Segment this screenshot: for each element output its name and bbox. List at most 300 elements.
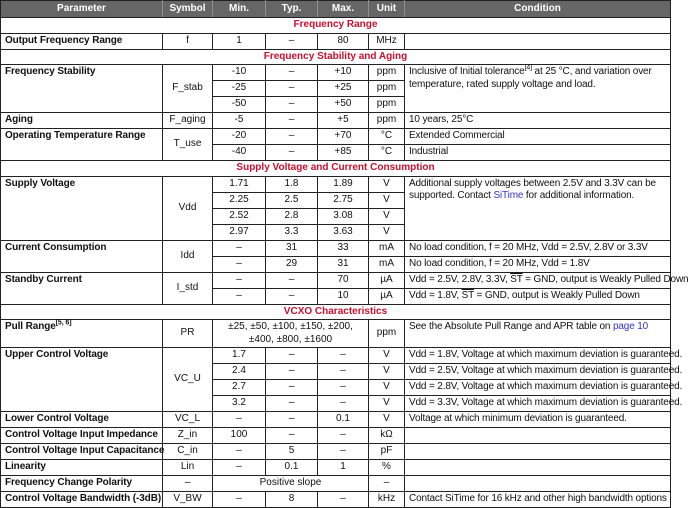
spec-table-body (1, 18, 688, 508)
param-cell (1, 129, 163, 161)
value-cell (213, 444, 266, 460)
table-row (1, 348, 671, 364)
cell-text: MHz (376, 34, 397, 46)
value-cell (163, 444, 213, 460)
value-cell (163, 348, 213, 412)
cell-text: Current Consumption (5, 241, 107, 253)
cell-text: – (288, 34, 295, 46)
value-cell (266, 396, 318, 412)
cell-text: 8 (288, 493, 295, 505)
value-cell (369, 192, 405, 208)
value-cell (266, 65, 318, 81)
cell-text: Control Voltage Bandwidth (-3dB) (5, 493, 162, 504)
cell-text: – (340, 365, 346, 377)
value-cell (163, 476, 213, 492)
value-cell (213, 460, 266, 476)
value-cell (369, 176, 405, 192)
cell-text: – (288, 114, 295, 126)
cell-text: Lin (180, 461, 195, 473)
cell-text: – (236, 493, 242, 505)
value-cell (318, 256, 369, 272)
table-row (1, 476, 671, 492)
cell-text: – (236, 461, 242, 473)
cell-text: Vdd = 3.3V, Voltage at which maximum deviation is guaranteed. (409, 397, 683, 408)
table-row (1, 428, 671, 444)
cell-text: = GND, output is Weakly Pulled Down (522, 273, 688, 285)
cell-text: – (340, 445, 346, 457)
cell-text: – (288, 146, 295, 158)
value-cell (318, 444, 369, 460)
cell-text: Frequency Change Polarity (5, 477, 132, 488)
value-cell (163, 129, 213, 161)
value-cell (369, 460, 405, 476)
value-cell (213, 412, 266, 428)
value-cell (318, 380, 369, 396)
cell-text: Pull Range (5, 321, 56, 332)
cell-text: Frequency Stability (5, 66, 96, 77)
cell-text: VC_U (174, 373, 201, 385)
value-cell (213, 476, 369, 492)
value-cell (318, 364, 369, 380)
column-header-symbol: Symbol (163, 1, 213, 18)
value-cell (266, 492, 318, 508)
cell-text: 1.89 (333, 177, 353, 189)
value-cell (369, 444, 405, 460)
value-cell (369, 240, 405, 256)
value-cell (266, 113, 318, 129)
page10-link[interactable]: page 10 (612, 321, 649, 332)
value-cell (369, 224, 405, 240)
section-header: VCXO Characteristics (1, 304, 671, 320)
column-header-max: Max. (318, 1, 369, 18)
cell-text: 29 (285, 257, 298, 269)
value-cell (369, 33, 405, 49)
cell-text: Lower Control Voltage (5, 413, 109, 424)
condition-cell (405, 256, 671, 272)
table-row (1, 113, 671, 129)
value-cell (318, 129, 369, 145)
value-cell (213, 129, 266, 145)
condition-cell (405, 364, 683, 380)
cell-text: – (340, 429, 346, 441)
condition-cell (405, 288, 671, 304)
value-cell (163, 113, 213, 129)
value-cell (213, 176, 266, 192)
cell-text: 31 (285, 241, 298, 253)
condition-cell (405, 412, 671, 428)
cell-text: Supply Voltage (5, 177, 76, 189)
value-cell (266, 192, 318, 208)
cell-text: 3.2 (232, 397, 246, 409)
value-cell (369, 288, 405, 304)
cell-text: V (383, 413, 390, 425)
cell-text: 80 (337, 34, 349, 46)
cell-text: – (236, 273, 242, 285)
cell-text: kΩ (380, 429, 393, 441)
cell-text: Inclusive of Initial tolerance (409, 66, 525, 77)
param-cell (1, 428, 163, 444)
value-cell (213, 288, 266, 304)
value-cell (266, 272, 318, 288)
cell-text: +85 (334, 146, 352, 158)
cell-text: – (288, 381, 295, 393)
cell-text: 10 years, 25°C (409, 114, 474, 125)
spec-table-header (1, 1, 671, 18)
value-cell (213, 428, 266, 444)
cell-text: -50 (231, 98, 247, 110)
cell-text: – (288, 429, 295, 441)
value-cell (318, 65, 369, 81)
cell-text: 1.8 (284, 177, 299, 189)
value-cell (213, 97, 266, 113)
cell-text: -20 (231, 130, 247, 142)
value-cell (369, 492, 405, 508)
value-cell (369, 256, 405, 272)
cell-text: 2.52 (229, 209, 249, 221)
cell-text: V (383, 225, 390, 237)
cell-text: – (340, 397, 346, 409)
value-cell (213, 81, 266, 97)
table-row (1, 33, 671, 49)
value-cell (163, 240, 213, 272)
value-cell (213, 320, 369, 348)
value-cell (318, 492, 369, 508)
cell-text: – (288, 82, 295, 94)
value-cell (318, 428, 369, 444)
cell-text: V (383, 349, 390, 361)
section-row (1, 304, 671, 320)
value-cell (369, 65, 405, 81)
condition-cell (405, 428, 671, 444)
cell-text: mA (379, 241, 394, 253)
value-cell (163, 272, 213, 304)
cell-text: – (288, 98, 295, 110)
value-cell (369, 476, 405, 492)
param-cell (1, 476, 163, 492)
cell-text: – (236, 257, 242, 269)
param-cell (1, 492, 163, 508)
condition-cell (405, 240, 671, 256)
cell-text: °C (380, 146, 393, 158)
value-cell (213, 224, 266, 240)
condition-cell (405, 380, 683, 396)
cell-text: 2.7 (232, 381, 246, 393)
value-cell (213, 145, 266, 161)
column-header-unit: Unit (369, 1, 405, 18)
table-row (1, 412, 671, 428)
value-cell (318, 208, 369, 224)
value-cell (213, 256, 266, 272)
table-row (1, 460, 671, 476)
condition-cell (405, 113, 671, 129)
cell-text: Positive slope (259, 477, 322, 489)
cell-text: 3.08 (333, 209, 353, 221)
condition-cell (405, 348, 683, 364)
footnote-ref: [4] (524, 64, 532, 72)
cell-text: +10 (334, 66, 352, 78)
value-cell (369, 380, 405, 396)
condition-cell (405, 460, 671, 476)
cell-text: ppm (376, 82, 397, 94)
param-cell (1, 348, 163, 412)
cell-text: Vdd = 1.8V, Voltage at which maximum deviation is guaranteed. (409, 349, 683, 360)
condition-cell (405, 65, 671, 113)
value-cell (163, 33, 213, 49)
value-cell (266, 412, 318, 428)
column-header-parameter: Parameter (1, 1, 163, 18)
cell-text: VC_L (174, 413, 200, 425)
param-cell (1, 176, 163, 240)
value-cell (369, 145, 405, 161)
cell-text: – (288, 273, 295, 285)
cell-text: mA (379, 257, 394, 269)
cell-text: T_use (173, 138, 202, 150)
value-cell (318, 145, 369, 161)
cell-text: Vdd = 2.8V, Voltage at which maximum deviation is guaranteed. (409, 381, 683, 392)
cell-text: F_aging (169, 114, 206, 126)
cell-text: 1.7 (232, 349, 246, 361)
value-cell (318, 33, 369, 49)
cell-text: C_in (177, 445, 198, 457)
value-cell (163, 176, 213, 240)
cell-text: -25 (231, 82, 247, 94)
condition-cell (405, 444, 671, 460)
value-cell (213, 113, 266, 129)
cell-text: V (383, 209, 390, 221)
value-cell (213, 33, 266, 49)
cell-text: V (383, 397, 390, 409)
param-cell (1, 320, 163, 348)
cell-text: ppm (376, 66, 397, 78)
param-cell (1, 240, 163, 272)
value-cell (318, 192, 369, 208)
section-row (1, 161, 671, 177)
value-cell (213, 192, 266, 208)
table-row (1, 444, 671, 460)
condition-cell (405, 476, 671, 492)
value-cell (163, 428, 213, 444)
value-cell (318, 240, 369, 256)
condition-cell (405, 272, 688, 288)
cell-text: Vdd = 1.8V, (409, 289, 462, 301)
cell-text: $\overline{ST}$ (510, 273, 523, 285)
condition-cell (405, 33, 671, 49)
value-cell (213, 348, 266, 364)
cell-text: % (382, 461, 391, 473)
cell-text: -40 (231, 146, 247, 158)
cell-text: Linearity (5, 461, 46, 472)
cell-text: Extended Commercial (409, 130, 505, 141)
cell-text: Output Frequency Range (5, 34, 123, 46)
cell-text: – (288, 349, 295, 361)
cell-text: 0.1 (336, 413, 350, 425)
cell-text: Industrial (409, 146, 449, 157)
cell-text: – (288, 289, 295, 301)
cell-text: µA (380, 289, 393, 301)
value-cell (369, 97, 405, 113)
cell-text: – (236, 289, 242, 301)
value-cell (163, 320, 213, 348)
value-cell (266, 380, 318, 396)
value-cell (369, 129, 405, 145)
value-cell (266, 129, 318, 145)
param-cell (1, 272, 163, 304)
value-cell (213, 65, 266, 81)
cell-text: pF (380, 445, 393, 457)
value-cell (369, 428, 405, 444)
cell-text: Control Voltage Input Impedance (5, 429, 158, 440)
cell-text: – (288, 66, 295, 78)
cell-text: ppm (376, 98, 397, 110)
cell-text: – (236, 241, 242, 253)
cell-text: Aging (5, 114, 33, 125)
value-cell (213, 364, 266, 380)
cell-text: V_BW (173, 493, 202, 505)
cell-text: Operating Temperature Range (5, 130, 146, 141)
param-cell (1, 444, 163, 460)
section-row (1, 49, 671, 65)
table-row (1, 65, 671, 81)
cell-text: 5 (288, 445, 295, 457)
cell-text: Vdd (178, 201, 197, 213)
value-cell (369, 396, 405, 412)
cell-text: 31 (337, 257, 349, 269)
table-row (1, 240, 671, 256)
value-cell (266, 460, 318, 476)
table-row (1, 129, 671, 145)
condition-cell (405, 396, 683, 412)
cell-text: No load condition, f = 20 MHz, Vdd = 1.8V (409, 257, 590, 269)
value-cell (318, 97, 369, 113)
value-cell (266, 33, 318, 49)
section-row (1, 18, 671, 34)
table-row (1, 320, 671, 348)
cell-text: ppm (376, 327, 397, 339)
cell-text: Voltage at which minimum deviation is guaranteed. (409, 413, 627, 424)
value-cell (163, 65, 213, 113)
param-cell (1, 33, 163, 49)
cell-text: Idd (180, 249, 195, 261)
value-cell (318, 113, 369, 129)
condition-cell (405, 129, 671, 145)
value-cell (266, 97, 318, 113)
section-header: Supply Voltage and Current Consumption (1, 161, 671, 177)
cell-text: µA (380, 273, 393, 285)
cell-text: °C (380, 130, 393, 142)
value-cell (163, 492, 213, 508)
value-cell (369, 412, 405, 428)
cell-text: V (383, 365, 390, 377)
cell-text: Contact SiTime for 16 kHz and other high bandwidth options (409, 493, 667, 504)
value-cell (213, 272, 266, 288)
value-cell (266, 224, 318, 240)
value-cell (318, 224, 369, 240)
cell-text: -5 (234, 114, 244, 126)
condition-cell (405, 145, 671, 161)
cell-text: 2.75 (333, 193, 353, 205)
cell-text: 3.63 (333, 225, 353, 237)
value-cell (266, 444, 318, 460)
value-cell (318, 460, 369, 476)
value-cell (369, 320, 405, 348)
condition-cell (405, 320, 671, 348)
cell-text: 1 (236, 34, 242, 46)
value-cell (213, 240, 266, 256)
param-cell (1, 412, 163, 428)
cell-text: -10 (231, 66, 247, 78)
column-header-min: Min. (213, 1, 266, 18)
value-cell (163, 460, 213, 476)
value-cell (213, 492, 266, 508)
table-row (1, 272, 671, 288)
cell-text: V (383, 381, 390, 393)
section-header: Frequency Range (1, 18, 671, 34)
value-cell (266, 428, 318, 444)
cell-text: I_std (176, 281, 199, 293)
cell-text: – (288, 365, 295, 377)
cell-text: 2.25 (229, 193, 249, 205)
cell-text: at 25 °C, and variation over temperature, rated supply voltage and load. (409, 66, 652, 90)
cell-text: $\overline{ST}$ (461, 289, 474, 301)
cell-text: +70 (334, 130, 352, 142)
column-header-typ: Typ. (266, 1, 318, 18)
value-cell (266, 256, 318, 272)
value-cell (163, 412, 213, 428)
cell-text: F_stab (172, 82, 203, 94)
value-cell (266, 288, 318, 304)
footnote-ref: [5, 6] (55, 319, 72, 327)
condition-cell (405, 176, 671, 240)
sitime-link[interactable]: SiTime (493, 190, 524, 201)
section-header: Frequency Stability and Aging (1, 49, 671, 65)
cell-text: – (340, 349, 346, 361)
value-cell (369, 113, 405, 129)
value-cell (266, 364, 318, 380)
cell-text: – (340, 381, 346, 393)
value-cell (266, 176, 318, 192)
cell-text: 10 (337, 289, 349, 301)
cell-text: – (236, 445, 242, 457)
value-cell (266, 208, 318, 224)
cell-text: 0.1 (284, 461, 299, 473)
cell-text: Upper Control Voltage (5, 349, 109, 360)
value-cell (369, 364, 405, 380)
cell-text: 2.97 (229, 225, 249, 237)
cell-text: = GND, output is Weakly Pulled Down (473, 289, 640, 301)
cell-text: ±25, ±50, ±100, ±150, ±200, ±400, ±800, ±1600 (228, 321, 353, 345)
value-cell (318, 81, 369, 97)
cell-text: – (340, 493, 346, 505)
cell-text: – (236, 413, 242, 425)
table-row (1, 176, 671, 192)
cell-text: ppm (376, 114, 397, 126)
cell-text: Standby Current (5, 273, 82, 285)
cell-text: – (184, 477, 191, 489)
cell-text: PR (180, 327, 195, 339)
cell-text: – (288, 413, 295, 425)
value-cell (369, 348, 405, 364)
cell-text: – (288, 130, 295, 142)
cell-text: See the Absolute Pull Range and APR table on (409, 321, 613, 332)
value-cell (266, 145, 318, 161)
value-cell (369, 272, 405, 288)
cell-text: 70 (337, 273, 349, 285)
cell-text: 2.4 (232, 365, 246, 377)
value-cell (369, 81, 405, 97)
cell-text: +50 (334, 98, 352, 110)
cell-text: +5 (337, 114, 349, 126)
value-cell (213, 380, 266, 396)
